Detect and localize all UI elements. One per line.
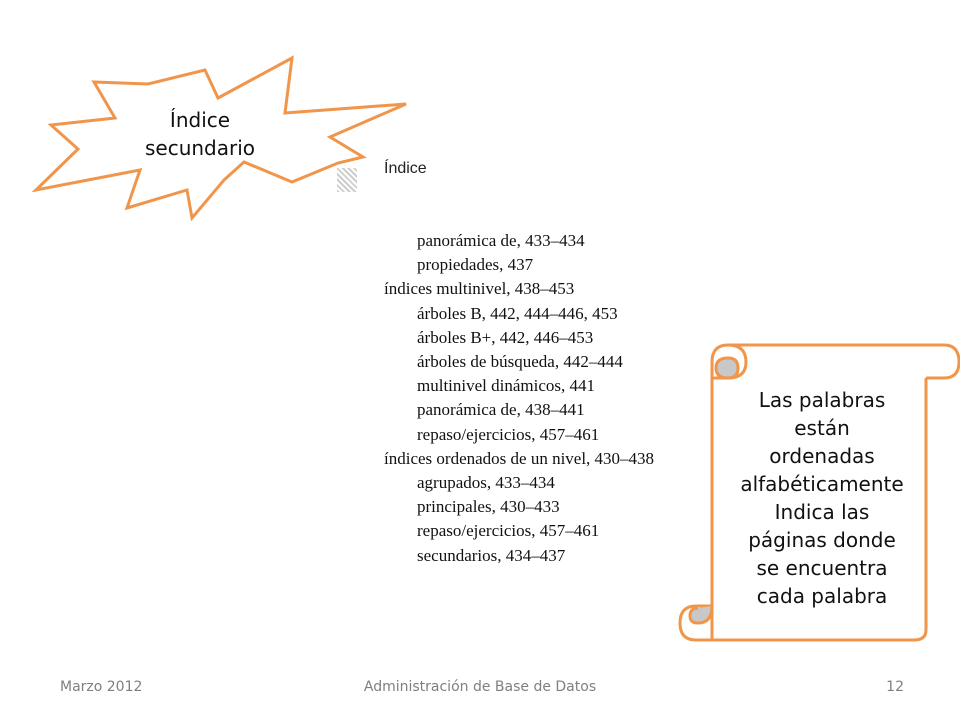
scroll-note-line: ordenadas <box>769 444 875 468</box>
scroll-note-text <box>706 386 938 610</box>
scroll-note-line: se encuentra <box>756 556 888 580</box>
index-entry: repaso/ejercicios, 457–461 <box>417 521 600 541</box>
index-excerpt <box>384 229 714 563</box>
footer-course-title: Administración de Base de Datos <box>363 679 597 695</box>
scroll-note-line: Indica las <box>774 500 870 524</box>
index-entry: secundarios, 434–437 <box>417 545 566 563</box>
scan-artifact-mark <box>337 168 357 192</box>
index-entry: principales, 430–433 <box>417 497 560 517</box>
index-entry: panorámica de, 438–441 <box>417 400 585 420</box>
index-entry: árboles de búsqueda, 442–444 <box>417 352 623 372</box>
scroll-note-line: Las palabras <box>758 388 886 412</box>
starburst-callout-text <box>130 106 270 162</box>
index-entry: índices ordenados de un nivel, 430–438 <box>384 448 655 468</box>
scroll-note-line: cada palabra <box>756 584 888 608</box>
index-entry: panorámica de, 433–434 <box>417 231 585 250</box>
callout-line: Índice <box>169 108 231 132</box>
index-entry: agrupados, 433–434 <box>417 473 555 493</box>
scroll-note-line: están <box>794 416 850 440</box>
index-heading: Índice <box>384 160 427 177</box>
callout-line: secundario <box>144 136 256 160</box>
index-entry: índices multinivel, 438–453 <box>384 279 575 299</box>
index-entry: árboles B+, 442, 446–453 <box>417 327 594 347</box>
index-entry: propiedades, 437 <box>417 255 534 275</box>
footer-date: Marzo 2012 <box>60 679 143 695</box>
index-entry: repaso/ejercicios, 457–461 <box>417 424 600 444</box>
scroll-note-line: páginas donde <box>748 528 896 552</box>
scroll-note-line: alfabéticamente <box>740 472 904 496</box>
slide-number: 12 <box>886 679 904 695</box>
index-entry: árboles B, 442, 444–446, 453 <box>417 303 618 323</box>
index-entry: multinivel dinámicos, 441 <box>417 376 596 396</box>
